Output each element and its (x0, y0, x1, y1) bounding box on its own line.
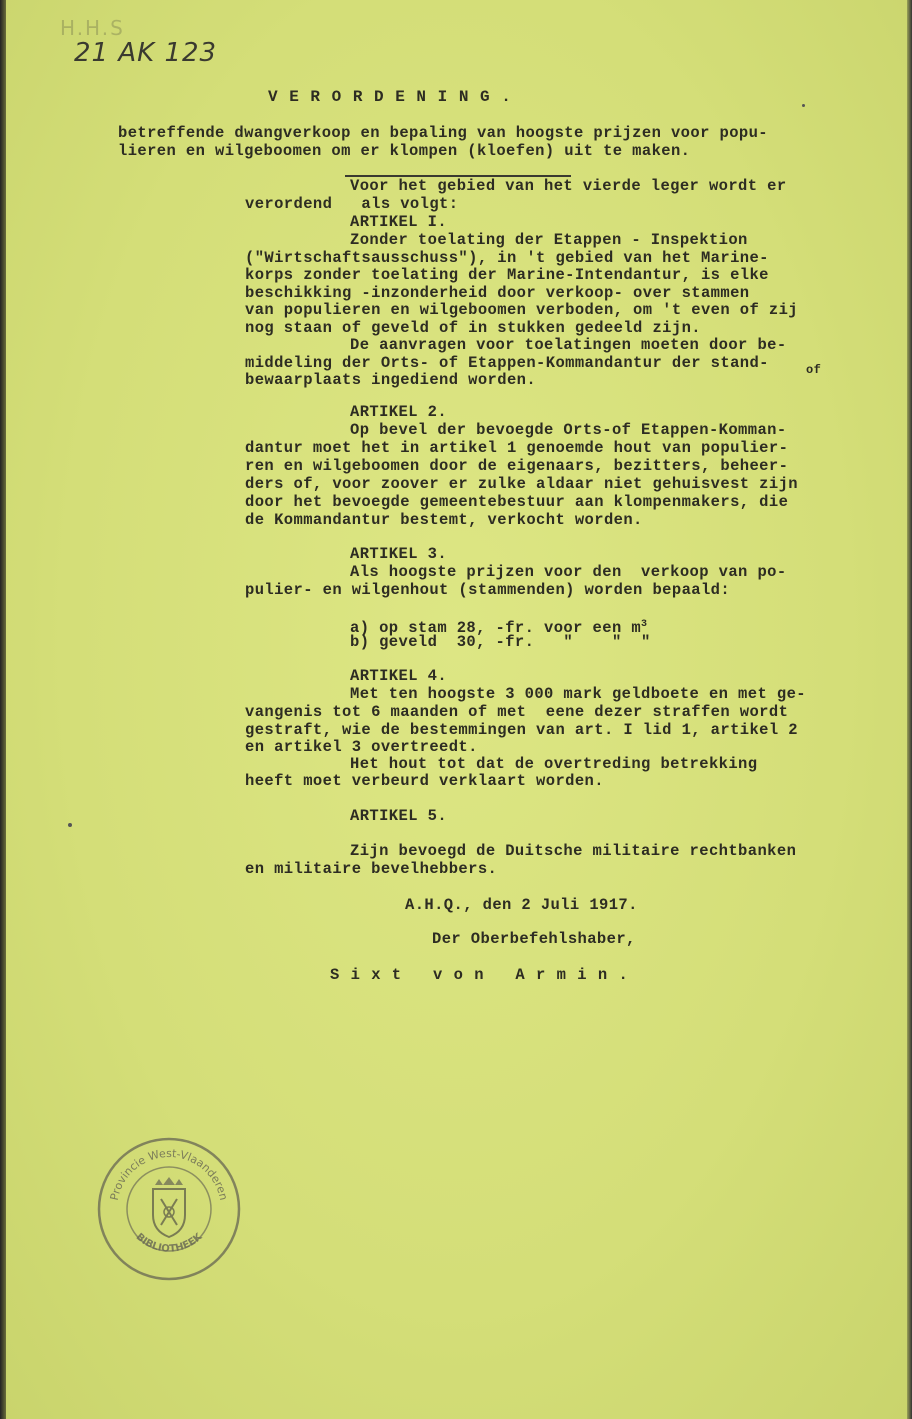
article-1-line: beschikking -inzonderheid door verkoop- over stammen (245, 284, 750, 302)
article-4-line: en artikel 3 overtreedt. (245, 738, 478, 756)
article-5-line: en militaire bevelhebbers. (245, 860, 498, 878)
article-4-line: Het hout tot dat de overtreding betrekking (350, 755, 758, 773)
document-title: V E R O R D E N I N G . (268, 88, 512, 106)
article-1-line: nog staan of geveld of in stukken gedeeld zijn. (245, 319, 701, 337)
article-5-line: Zijn bevoegd de Duitsche militaire rechtbanken (350, 842, 797, 860)
article-2-line: dantur moet het in artikel 1 genoemde hout van populier- (245, 439, 789, 457)
article-4-line: Met ten hoogste 3 000 mark geldboete en met ge- (350, 685, 806, 703)
article-1-line: bewaarplaats ingediend worden. (245, 371, 537, 389)
scan-speck (802, 104, 805, 107)
faint-pencil-mark: H.H.S (60, 16, 125, 40)
article-2-line: door het bevoegde gemeentebestuur aan klompenmakers, die (245, 493, 789, 511)
cubic-superscript: 3 (641, 619, 648, 630)
article-1-heading: ARTIKEL I. (350, 213, 448, 231)
article-1-line: ("Wirtschaftsausschuss"), in 't gebied van het Marine- (245, 249, 769, 267)
article-4-line: heeft moet verbeurd verklaart worden. (245, 772, 604, 790)
date-line: A.H.Q., den 2 Juli 1917. (405, 896, 638, 914)
article-4-line: vangenis tot 6 maanden of met eene dezer straffen wordt (245, 703, 789, 721)
subtitle-line-2: lieren en wilgeboomen om er klompen (kloefen) uit te maken. (118, 142, 691, 160)
price-item-a: a) op stam 28, -fr. voor een $m^3$ (350, 619, 648, 638)
scan-speck (68, 823, 72, 827)
article-2-line: ders of, voor zoover er zulke aldaar niet gehuisvest zijn (245, 475, 798, 493)
article-1-line: middeling der Orts- of Etappen-Kommandantur der stand- (245, 354, 769, 372)
signatory-title: Der Oberbefehlshaber, (432, 930, 636, 948)
article-2-heading: ARTIKEL 2. (350, 403, 448, 421)
scan-edge-left (0, 0, 6, 1419)
article-1-line: korps zonder toelating der Marine-Intendantur, is elke (245, 266, 769, 284)
article-2-line: ren en wilgeboomen door de eigenaars, bezitters, beheer- (245, 457, 789, 475)
stamp-bottom-text: BIBLIOTHEEK (133, 1231, 205, 1255)
reference-number: 21 AK 123 (74, 38, 218, 68)
price-item-b: b) geveld 30, -fr. " " " (350, 633, 651, 651)
scan-edge-right (907, 0, 912, 1419)
article-1-line: van populieren en wilgeboomen verboden, om 't even of zij (245, 301, 798, 319)
article-1-line: Zonder toelating der Etappen - Inspektion (350, 231, 748, 249)
article-3-line: pulier- en wilgenhout (stammenden) worden bepaald: (245, 581, 731, 599)
intro-line-1: Voor het gebied van het vierde leger wordt er (350, 177, 787, 195)
article-1-of-insert: of (806, 363, 822, 377)
article-2-line: de Kommandantur bestemt, verkocht worden. (245, 511, 643, 529)
article-5-heading: ARTIKEL 5. (350, 807, 448, 825)
library-stamp (95, 1135, 243, 1283)
article-4-line: gestraft, wie de bestemmingen van art. I lid 1, artikel 2 (245, 721, 798, 739)
coat-of-arms-icon (153, 1177, 185, 1237)
intro-line-2: verordend als volgt: (245, 195, 459, 213)
signatory-name: S i x t v o n A r m i n . (330, 966, 629, 984)
subtitle-line-1: betreffende dwangverkoop en bepaling van hoogste prijzen voor popu- (118, 124, 769, 142)
article-4-heading: ARTIKEL 4. (350, 667, 448, 685)
article-2-line: Op bevel der bevoegde Orts-of Etappen-Komman- (350, 421, 787, 439)
article-1-line: De aanvragen voor toelatingen moeten door be- (350, 336, 787, 354)
article-3-line: Als hoogste prijzen voor den verkoop van po- (350, 563, 787, 581)
stamp-top-text: Provincie West-Vlaanderen (107, 1146, 231, 1202)
article-3-heading: ARTIKEL 3. (350, 545, 448, 563)
